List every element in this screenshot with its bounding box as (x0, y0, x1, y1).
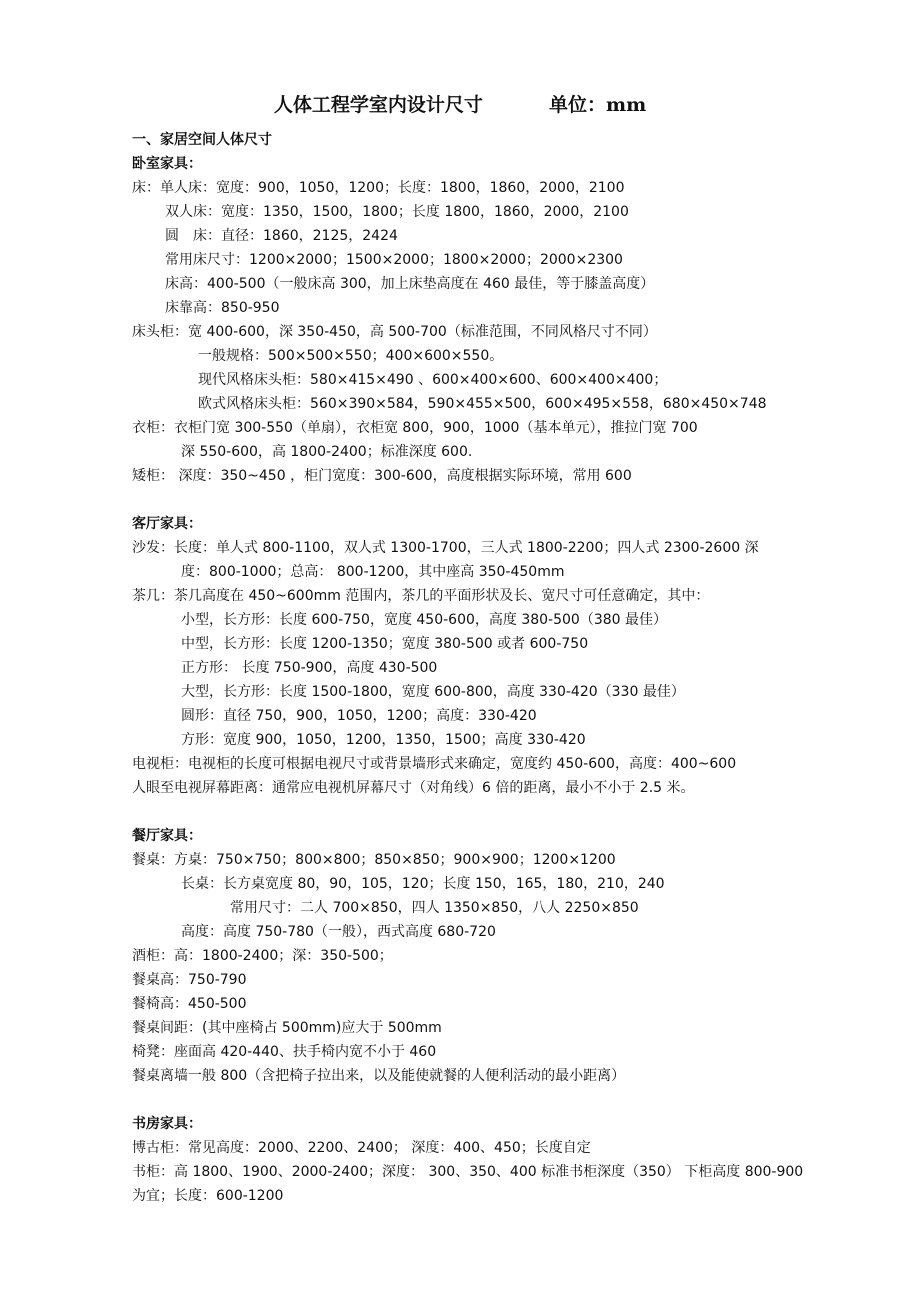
text-line: 椅凳：座面高 420-440、扶手椅内宽不小于 460 (132, 1044, 437, 1060)
text-line: 餐桌高：750-790 (132, 972, 247, 988)
section-heading: 一、家居空间人体尺寸 (132, 132, 272, 148)
text-line: 沙发：长度：单人式 800-1100，双人式 1300-1700，三人式 1800-2200；四人式 2300-2600 深 (132, 540, 759, 556)
text-line: 床头柜：宽 400-600，深 350-450，高 500-700（标准范围，不同风格尺寸不同） (132, 324, 657, 340)
text-line: 书柜：高 1800、1900、2000-2400；深度： 300、350、400 标准书柜深度（350） 下柜高度 800-900 (132, 1164, 804, 1180)
text-line: 长桌：长方桌宽度 80，90，105，120；长度 150，165，180，210，240 (181, 876, 665, 892)
text-line: 餐桌离墙一般 800（含把椅子拉出来，以及能使就餐的人便利活动的最小距离） (132, 1068, 626, 1084)
text-line: 大型，长方形：长度 1500-1800，宽度 600-800，高度 330-420（330 最佳） (181, 684, 685, 700)
text-line: 床靠高：850-950 (165, 300, 280, 316)
study-heading: 书房家具： (132, 1116, 202, 1132)
text-line: 人眼至电视屏幕距离：通常应电视机屏幕尺寸（对角线）6 倍的距离，最小不小于 2.5 米。 (132, 780, 695, 796)
text-line: 小型，长方形：长度 600-750，宽度 450-600，高度 380-500（380 最佳） (181, 612, 668, 628)
text-line: 度：800-1000；总高： 800-1200，其中座高 350-450mm (181, 564, 565, 580)
document-title: 人体工程学室内设计尺寸 单位：mm (273, 94, 647, 116)
text-line: 餐桌：方桌：750×750；800×800；850×850；900×900；1200×1200 (132, 852, 616, 868)
text-line: 深 550-600，高 1800-2400；标准深度 600. (181, 444, 473, 460)
text-line: 矮柜： 深度：350~450 ，柜门宽度：300-600，高度根据实际环境，常用 600 (132, 468, 632, 484)
text-line: 常用床尺寸：1200×2000；1500×2000；1800×2000；2000×2300 (165, 252, 623, 268)
text-line: 餐桌间距：(其中座椅占 500mm)应大于 500mm (132, 1020, 442, 1036)
text-line: 欧式风格床头柜：560×390×584，590×455×500，600×495×558，680×450×748 (198, 396, 767, 412)
text-line: 正方形： 长度 750-900，高度 430-500 (181, 660, 438, 676)
text-line: 常用尺寸：二人 700×850，四人 1350×850，八人 2250×850 (230, 900, 639, 916)
text-line: 为宜；长度：600-1200 (132, 1188, 284, 1204)
text-line: 床：单人床：宽度：900，1050，1200；长度：1800，1860，2000，2100 (132, 180, 625, 196)
text-line: 圆形：直径 750，900，1050，1200；高度：330-420 (181, 708, 537, 724)
text-line: 高度：高度 750-780（一般），西式高度 680-720 (181, 924, 496, 940)
bedroom-heading: 卧室家具： (132, 156, 202, 172)
text-line: 博古柜：常见高度：2000、2200、2400； 深度：400、450；长度自定 (132, 1140, 591, 1156)
text-line: 方形：宽度 900，1050，1200，1350，1500；高度 330-420 (181, 732, 586, 748)
living-heading: 客厅家具： (132, 516, 202, 532)
text-line: 双人床：宽度：1350，1500，1800；长度 1800，1860，2000，2100 (165, 204, 629, 220)
text-line: 中型，长方形：长度 1200-1350；宽度 380-500 或者 600-750 (181, 636, 589, 652)
text-line: 一般规格：500×500×550；400×600×550。 (198, 348, 504, 364)
text-line: 茶几：茶几高度在 450~600mm 范围内，茶几的平面形状及长、宽尺寸可任意确定，其中： (132, 588, 710, 604)
text-line: 衣柜：衣柜门宽 300-550（单扇），衣柜宽 800，900，1000（基本单元），推拉门宽 700 (132, 420, 698, 436)
text-line: 电视柜：电视柜的长度可根据电视尺寸或背景墙形式来确定，宽度约 450-600，高度：400~600 (132, 756, 737, 772)
text-line: 现代风格床头柜：580×415×490 、600×400×600、600×400×400； (198, 372, 668, 388)
dining-heading: 餐厅家具： (132, 828, 202, 844)
text-line: 圆 床：直径：1860，2125，2424 (165, 228, 398, 244)
text-line: 床高：400-500（一般床高 300，加上床垫高度在 460 最佳，等于膝盖高度） (165, 276, 655, 292)
text-line: 酒柜：高：1800-2400；深：350-500； (132, 948, 393, 964)
text-line: 餐椅高：450-500 (132, 996, 247, 1012)
